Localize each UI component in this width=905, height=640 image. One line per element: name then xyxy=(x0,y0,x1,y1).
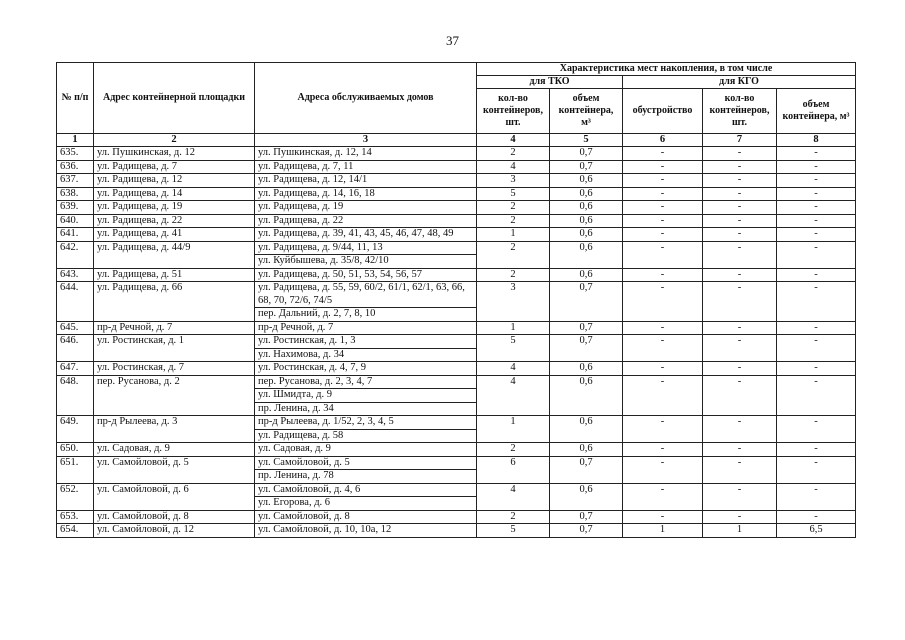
header-characteristics: Характеристика мест накопления, в том числе xyxy=(477,63,856,76)
site-address: ул. Самойловой, д. 8 xyxy=(94,510,255,524)
kgo-setup: - xyxy=(623,160,703,174)
kgo-volume: - xyxy=(777,214,856,228)
tko-volume: 0,6 xyxy=(550,174,623,188)
site-address: ул. Радищева, д. 66 xyxy=(94,282,255,322)
site-address: ул. Самойловой, д. 5 xyxy=(94,456,255,483)
row-number: 644. xyxy=(57,282,94,322)
tko-volume: 0,6 xyxy=(550,375,623,416)
tko-volume: 0,6 xyxy=(550,228,623,242)
tko-count: 2 xyxy=(477,268,550,282)
served-houses: ул. Пушкинская, д. 12, 14 xyxy=(255,147,477,161)
column-index: 8 xyxy=(777,134,856,147)
kgo-setup: - xyxy=(623,456,703,483)
kgo-count: - xyxy=(703,282,777,322)
row-number: 648. xyxy=(57,375,94,416)
served-houses: ул. Шмидта, д. 9 xyxy=(255,389,477,403)
served-houses: ул. Радищева, д. 19 xyxy=(255,201,477,215)
served-houses: ул. Радищева, д. 22 xyxy=(255,214,477,228)
tko-count: 4 xyxy=(477,160,550,174)
kgo-setup: - xyxy=(623,416,703,443)
tko-volume: 0,7 xyxy=(550,321,623,335)
column-index: 3 xyxy=(255,134,477,147)
tko-volume: 0,7 xyxy=(550,456,623,483)
table-row xyxy=(57,483,856,497)
row-number: 638. xyxy=(57,187,94,201)
page-number: 37 xyxy=(446,33,459,48)
tko-volume: 0,6 xyxy=(550,241,623,268)
tko-volume: 0,7 xyxy=(550,335,623,362)
row-number: 654. xyxy=(57,524,94,538)
table-row xyxy=(57,416,856,430)
table-row xyxy=(57,214,856,228)
kgo-count: - xyxy=(703,335,777,362)
row-number: 636. xyxy=(57,160,94,174)
tko-volume: 0,6 xyxy=(550,187,623,201)
header-tko-volume: объем контейнера, м³ xyxy=(550,89,623,134)
served-houses: пр. Ленина, д. 78 xyxy=(255,470,477,484)
tko-count: 4 xyxy=(477,375,550,416)
tko-volume: 0,6 xyxy=(550,362,623,376)
table-row xyxy=(57,268,856,282)
tko-count: 1 xyxy=(477,228,550,242)
column-index: 4 xyxy=(477,134,550,147)
tko-count: 5 xyxy=(477,187,550,201)
kgo-count: - xyxy=(703,375,777,416)
site-address: ул. Радищева, д. 19 xyxy=(94,201,255,215)
tko-count: 1 xyxy=(477,416,550,443)
kgo-setup: - xyxy=(623,174,703,188)
kgo-volume: - xyxy=(777,443,856,457)
row-number: 646. xyxy=(57,335,94,362)
row-number: 640. xyxy=(57,214,94,228)
tko-count: 4 xyxy=(477,362,550,376)
tko-count: 2 xyxy=(477,214,550,228)
row-number: 637. xyxy=(57,174,94,188)
tko-volume: 0,7 xyxy=(550,524,623,538)
site-address: ул. Радищева, д. 22 xyxy=(94,214,255,228)
kgo-count: - xyxy=(703,510,777,524)
served-houses: ул. Самойловой, д. 10, 10а, 12 xyxy=(255,524,477,538)
row-number: 643. xyxy=(57,268,94,282)
served-houses: ул. Радищева, д. 12, 14/1 xyxy=(255,174,477,188)
served-houses: ул. Радищева, д. 9/44, 11, 13 xyxy=(255,241,477,255)
table-row xyxy=(57,510,856,524)
table-row xyxy=(57,174,856,188)
tko-count: 5 xyxy=(477,524,550,538)
row-number: 635. xyxy=(57,147,94,161)
served-houses: ул. Ростинская, д. 1, 3 xyxy=(255,335,477,349)
served-houses: ул. Радищева, д. 55, 59, 60/2, 61/1, 62/1, 63, 66, 68, 70, 72/6, 74/5 xyxy=(255,282,477,308)
column-index: 7 xyxy=(703,134,777,147)
tko-volume: 0,7 xyxy=(550,510,623,524)
served-houses: ул. Самойловой, д. 8 xyxy=(255,510,477,524)
tko-volume: 0,6 xyxy=(550,201,623,215)
served-houses: пр-д Рылеева, д. 1/52, 2, 3, 4, 5 xyxy=(255,416,477,430)
tko-volume: 0,7 xyxy=(550,282,623,322)
kgo-setup: - xyxy=(623,214,703,228)
table-row xyxy=(57,443,856,457)
row-number: 652. xyxy=(57,483,94,510)
kgo-count: - xyxy=(703,241,777,268)
tko-count: 2 xyxy=(477,147,550,161)
kgo-volume: - xyxy=(777,187,856,201)
header-kgo-count: кол-во контейнеров, шт. xyxy=(703,89,777,134)
kgo-volume: - xyxy=(777,510,856,524)
table-row xyxy=(57,362,856,376)
served-houses: ул. Нахимова, д. 34 xyxy=(255,348,477,362)
site-address: пер. Русанова, д. 2 xyxy=(94,375,255,416)
kgo-count: - xyxy=(703,456,777,483)
served-houses: пер. Дальний, д. 2, 7, 8, 10 xyxy=(255,308,477,322)
table-row xyxy=(57,321,856,335)
row-number: 645. xyxy=(57,321,94,335)
column-index: 6 xyxy=(623,134,703,147)
kgo-volume: - xyxy=(777,483,856,510)
kgo-count: - xyxy=(703,160,777,174)
tko-count: 2 xyxy=(477,201,550,215)
site-address: ул. Пушкинская, д. 12 xyxy=(94,147,255,161)
table-row xyxy=(57,241,856,255)
header-number: № п/п xyxy=(57,63,94,134)
kgo-volume: - xyxy=(777,228,856,242)
site-address: ул. Садовая, д. 9 xyxy=(94,443,255,457)
header-site-address: Адрес контейнерной площадки xyxy=(94,63,255,134)
kgo-count: - xyxy=(703,228,777,242)
site-address: ул. Радищева, д. 14 xyxy=(94,187,255,201)
kgo-setup: - xyxy=(623,228,703,242)
kgo-count: - xyxy=(703,187,777,201)
served-houses: ул. Самойловой, д. 4, 6 xyxy=(255,483,477,497)
kgo-volume: - xyxy=(777,160,856,174)
kgo-volume: - xyxy=(777,147,856,161)
tko-count: 4 xyxy=(477,483,550,510)
kgo-setup: - xyxy=(623,187,703,201)
register-table xyxy=(56,62,856,538)
served-houses: пер. Русанова, д. 2, 3, 4, 7 xyxy=(255,375,477,389)
served-houses: пр-д Речной, д. 7 xyxy=(255,321,477,335)
served-houses: ул. Ростинская, д. 4, 7, 9 xyxy=(255,362,477,376)
site-address: пр-д Рылеева, д. 3 xyxy=(94,416,255,443)
kgo-setup: - xyxy=(623,375,703,416)
kgo-volume: - xyxy=(777,335,856,362)
header-kgo-setup: обустройство xyxy=(623,89,703,134)
row-number: 641. xyxy=(57,228,94,242)
site-address: ул. Самойловой, д. 12 xyxy=(94,524,255,538)
kgo-setup: - xyxy=(623,510,703,524)
served-houses: ул. Радищева, д. 50, 51, 53, 54, 56, 57 xyxy=(255,268,477,282)
kgo-count: - xyxy=(703,321,777,335)
tko-volume: 0,6 xyxy=(550,443,623,457)
site-address: ул. Ростинская, д. 7 xyxy=(94,362,255,376)
site-address: ул. Радищева, д. 51 xyxy=(94,268,255,282)
site-address: ул. Радищева, д. 12 xyxy=(94,174,255,188)
column-index: 2 xyxy=(94,134,255,147)
tko-volume: 0,7 xyxy=(550,160,623,174)
kgo-count: - xyxy=(703,201,777,215)
served-houses: ул. Садовая, д. 9 xyxy=(255,443,477,457)
served-houses: ул. Радищева, д. 14, 16, 18 xyxy=(255,187,477,201)
kgo-volume: - xyxy=(777,416,856,443)
tko-count: 2 xyxy=(477,510,550,524)
tko-volume: 0,6 xyxy=(550,214,623,228)
kgo-setup: - xyxy=(623,321,703,335)
table-header xyxy=(57,63,856,147)
table-body xyxy=(57,147,856,538)
tko-volume: 0,6 xyxy=(550,416,623,443)
served-houses: ул. Куйбышева, д. 35/8, 42/10 xyxy=(255,255,477,269)
tko-count: 5 xyxy=(477,335,550,362)
table-row xyxy=(57,187,856,201)
row-number: 650. xyxy=(57,443,94,457)
header-tko-count: кол-во контейнеров, шт. xyxy=(477,89,550,134)
row-number: 651. xyxy=(57,456,94,483)
kgo-volume: - xyxy=(777,362,856,376)
kgo-volume: - xyxy=(777,375,856,416)
tko-count: 6 xyxy=(477,456,550,483)
table-row xyxy=(57,335,856,349)
site-address: пр-д Речной, д. 7 xyxy=(94,321,255,335)
row-number: 642. xyxy=(57,241,94,268)
tko-count: 1 xyxy=(477,321,550,335)
tko-count: 2 xyxy=(477,241,550,268)
site-address: ул. Радищева, д. 7 xyxy=(94,160,255,174)
site-address: ул. Радищева, д. 44/9 xyxy=(94,241,255,268)
table-row xyxy=(57,160,856,174)
kgo-volume: - xyxy=(777,201,856,215)
kgo-volume: - xyxy=(777,456,856,483)
kgo-volume: - xyxy=(777,321,856,335)
served-houses: ул. Самойловой, д. 5 xyxy=(255,456,477,470)
row-number: 647. xyxy=(57,362,94,376)
kgo-setup: - xyxy=(623,335,703,362)
column-index: 5 xyxy=(550,134,623,147)
tko-volume: 0,7 xyxy=(550,147,623,161)
kgo-volume: - xyxy=(777,241,856,268)
served-houses: ул. Егорова, д. 6 xyxy=(255,497,477,511)
kgo-count: - xyxy=(703,268,777,282)
kgo-count: - xyxy=(703,416,777,443)
kgo-volume: - xyxy=(777,282,856,322)
kgo-setup: - xyxy=(623,201,703,215)
served-houses: ул. Радищева, д. 39, 41, 43, 45, 46, 47, 48, 49 xyxy=(255,228,477,242)
kgo-setup: - xyxy=(623,362,703,376)
site-address: ул. Самойловой, д. 6 xyxy=(94,483,255,510)
kgo-count: 1 xyxy=(703,524,777,538)
kgo-setup: - xyxy=(623,147,703,161)
table-row xyxy=(57,201,856,215)
tko-count: 2 xyxy=(477,443,550,457)
kgo-volume: - xyxy=(777,268,856,282)
row-number: 649. xyxy=(57,416,94,443)
kgo-count: - xyxy=(703,214,777,228)
header-kgo-volume: объем контейнера, м³ xyxy=(777,89,856,134)
table-row xyxy=(57,524,856,538)
site-address: ул. Ростинская, д. 1 xyxy=(94,335,255,362)
table-row xyxy=(57,147,856,161)
served-houses: ул. Радищева, д. 7, 11 xyxy=(255,160,477,174)
kgo-setup: - xyxy=(623,282,703,322)
served-houses: ул. Радищева, д. 58 xyxy=(255,429,477,443)
tko-count: 3 xyxy=(477,282,550,322)
table-row xyxy=(57,456,856,470)
kgo-count: - xyxy=(703,362,777,376)
row-number: 639. xyxy=(57,201,94,215)
kgo-count: - xyxy=(703,174,777,188)
kgo-setup: - xyxy=(623,443,703,457)
kgo-setup: - xyxy=(623,268,703,282)
kgo-volume: - xyxy=(777,174,856,188)
tko-volume: 0,6 xyxy=(550,483,623,510)
header-tko: для ТКО xyxy=(477,76,623,89)
column-index: 1 xyxy=(57,134,94,147)
served-houses: пр. Ленина, д. 34 xyxy=(255,402,477,416)
table-row xyxy=(57,228,856,242)
kgo-setup: - xyxy=(623,483,703,510)
site-address: ул. Радищева, д. 41 xyxy=(94,228,255,242)
kgo-setup: 1 xyxy=(623,524,703,538)
header-houses: Адреса обслуживаемых домов xyxy=(255,63,477,134)
kgo-count: - xyxy=(703,483,777,510)
tko-volume: 0,6 xyxy=(550,268,623,282)
table-row xyxy=(57,375,856,389)
tko-count: 3 xyxy=(477,174,550,188)
header-kgo: для КГО xyxy=(623,76,856,89)
kgo-volume: 6,5 xyxy=(777,524,856,538)
kgo-setup: - xyxy=(623,241,703,268)
row-number: 653. xyxy=(57,510,94,524)
kgo-count: - xyxy=(703,443,777,457)
table-row xyxy=(57,282,856,308)
kgo-count: - xyxy=(703,147,777,161)
